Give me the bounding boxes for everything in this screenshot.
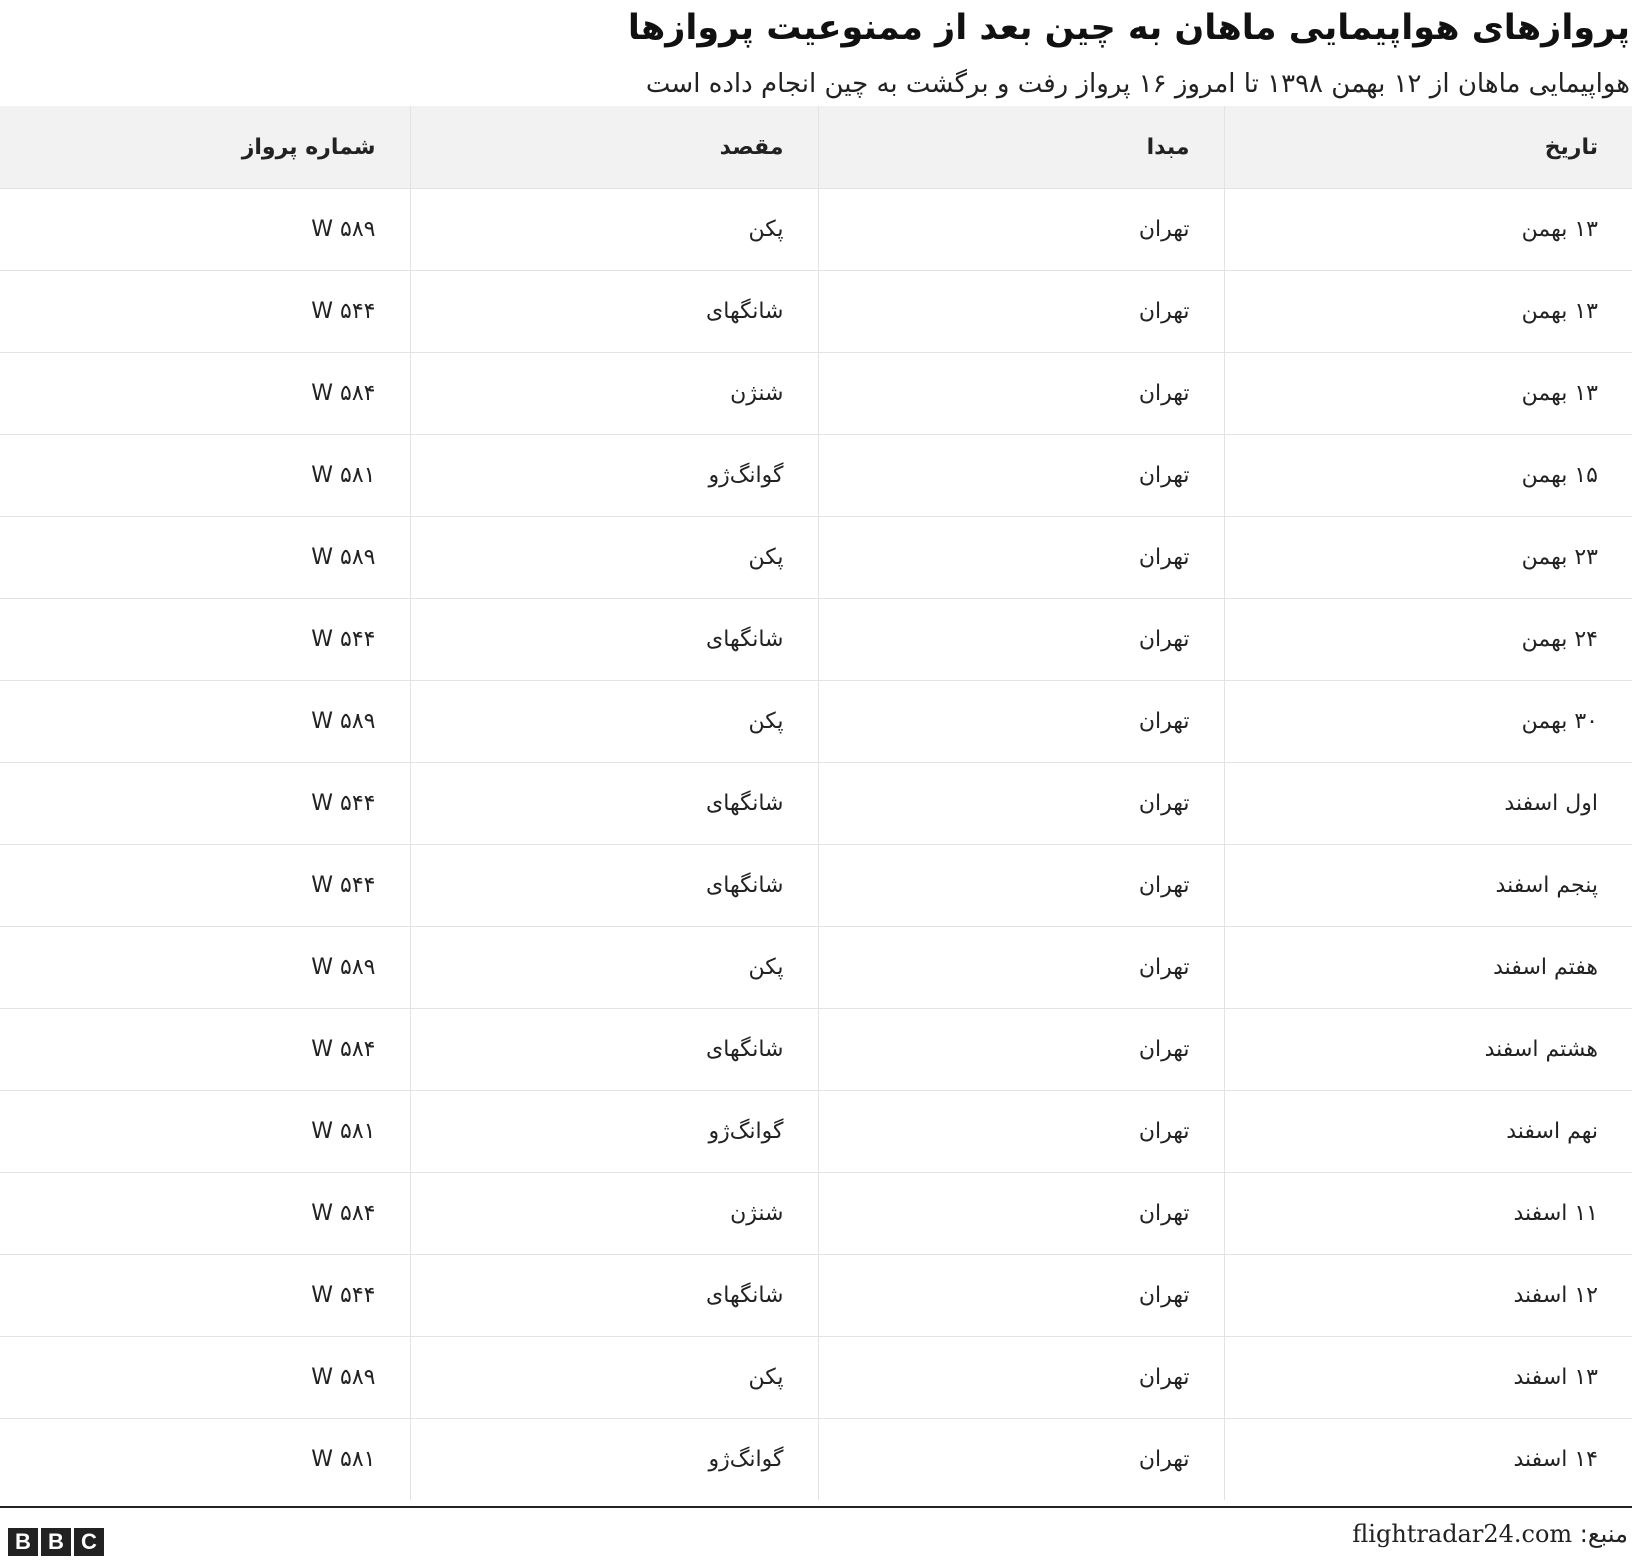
cell-flight-number: W ۵۴۴ [0,271,410,353]
cell-flight-number: W ۵۸۴ [0,1009,410,1091]
cell-destination: شانگهای [410,271,818,353]
cell-date: نهم اسفند [1224,1091,1632,1173]
table-row [0,517,1632,599]
cell-date: پنجم اسفند [1224,845,1632,927]
source-label: منبع: [1579,1520,1628,1548]
table-header-row [0,106,1632,189]
cell-date: هشتم اسفند [1224,1009,1632,1091]
cell-flight-number: W ۵۴۴ [0,845,410,927]
cell-date: هفتم اسفند [1224,927,1632,1009]
table-row [0,681,1632,763]
table-row [0,271,1632,353]
cell-date: ۱۱ اسفند [1224,1173,1632,1255]
cell-destination: شانگهای [410,845,818,927]
page-subtitle: هواپیمایی ماهان از ۱۲ بهمن ۱۳۹۸ تا امروز ۱۶ پرواز رفت و برگشت به چین انجام داده است [645,69,1630,99]
column-header-date: تاریخ [1224,106,1632,189]
cell-destination: پکن [410,927,818,1009]
table-row [0,1009,1632,1091]
cell-destination: شانگهای [410,1255,818,1337]
cell-destination: پکن [410,517,818,599]
cell-flight-number: W ۵۸۹ [0,189,410,271]
cell-date: ۱۳ اسفند [1224,1337,1632,1419]
cell-date: ۱۵ بهمن [1224,435,1632,517]
cell-origin: تهران [818,189,1224,271]
cell-date: ۱۴ اسفند [1224,1419,1632,1501]
cell-origin: تهران [818,763,1224,845]
footer-divider [0,1506,1632,1508]
cell-date: ۱۳ بهمن [1224,189,1632,271]
table-row [0,435,1632,517]
cell-origin: تهران [818,927,1224,1009]
cell-flight-number: W ۵۸۴ [0,353,410,435]
cell-destination: شانگهای [410,1009,818,1091]
table-row [0,1419,1632,1501]
cell-destination: شنژن [410,353,818,435]
cell-flight-number: W ۵۸۱ [0,435,410,517]
cell-destination: پکن [410,1337,818,1419]
table-row [0,1255,1632,1337]
cell-destination: پکن [410,189,818,271]
cell-flight-number: W ۵۸۹ [0,681,410,763]
cell-date: اول اسفند [1224,763,1632,845]
table-row [0,763,1632,845]
column-header-origin: مبدا [818,106,1224,189]
table-body [0,189,1632,1501]
cell-origin: تهران [818,1173,1224,1255]
cell-origin: تهران [818,353,1224,435]
cell-destination: گوانگ‌ژو [410,435,818,517]
cell-origin: تهران [818,1419,1224,1501]
source-credit [1352,1520,1628,1548]
cell-origin: تهران [818,845,1224,927]
column-header-destination: مقصد [410,106,818,189]
cell-flight-number: W ۵۴۴ [0,763,410,845]
cell-flight-number: W ۵۸۹ [0,517,410,599]
table-row [0,845,1632,927]
column-header-flight-number: شماره پرواز [0,106,410,189]
cell-destination: شنژن [410,1173,818,1255]
bbc-logo [8,1528,104,1556]
cell-origin: تهران [818,271,1224,353]
bbc-logo-letter: B [41,1528,71,1556]
cell-flight-number: W ۵۸۹ [0,927,410,1009]
flights-table-container [0,106,1632,1500]
cell-origin: تهران [818,1255,1224,1337]
cell-destination: شانگهای [410,599,818,681]
cell-date: ۱۳ بهمن [1224,271,1632,353]
table-row [0,927,1632,1009]
cell-destination: پکن [410,681,818,763]
cell-destination: گوانگ‌ژو [410,1419,818,1501]
cell-flight-number: W ۵۴۴ [0,599,410,681]
cell-flight-number: W ۵۸۴ [0,1173,410,1255]
table-row [0,189,1632,271]
cell-date: ۲۳ بهمن [1224,517,1632,599]
page-title: پروازهای هواپیمایی ماهان به چین بعد از ممنوعیت پروازها [627,8,1630,48]
table-row [0,1337,1632,1419]
bbc-logo-letter: C [74,1528,104,1556]
flights-table [0,106,1632,1500]
cell-origin: تهران [818,599,1224,681]
table-row [0,353,1632,435]
cell-flight-number: W ۵۸۱ [0,1091,410,1173]
cell-flight-number: W ۵۸۱ [311,1447,376,1472]
cell-origin: تهران [818,1009,1224,1091]
cell-destination: گوانگ‌ژو [410,1091,818,1173]
footer [0,1512,1632,1564]
table-header [0,106,1632,189]
cell-origin: تهران [818,1091,1224,1173]
source-value: flightradar24.com [1352,1520,1573,1548]
table-row [0,599,1632,681]
bbc-logo-letter: B [8,1528,38,1556]
cell-date: ۱۳ بهمن [1224,353,1632,435]
cell-destination: شانگهای [410,763,818,845]
cell-flight-number: W ۵۴۴ [0,1255,410,1337]
cell-date: ۱۲ اسفند [1224,1255,1632,1337]
table-row [0,1091,1632,1173]
cell-origin: تهران [818,517,1224,599]
table-row [0,1173,1632,1255]
cell-flight-number: W ۵۸۹ [0,1337,410,1419]
cell-origin: تهران [818,1337,1224,1419]
cell-date: ۲۴ بهمن [1224,599,1632,681]
cell-origin: تهران [818,435,1224,517]
cell-origin: تهران [818,681,1224,763]
cell-date: ۳۰ بهمن [1224,681,1632,763]
